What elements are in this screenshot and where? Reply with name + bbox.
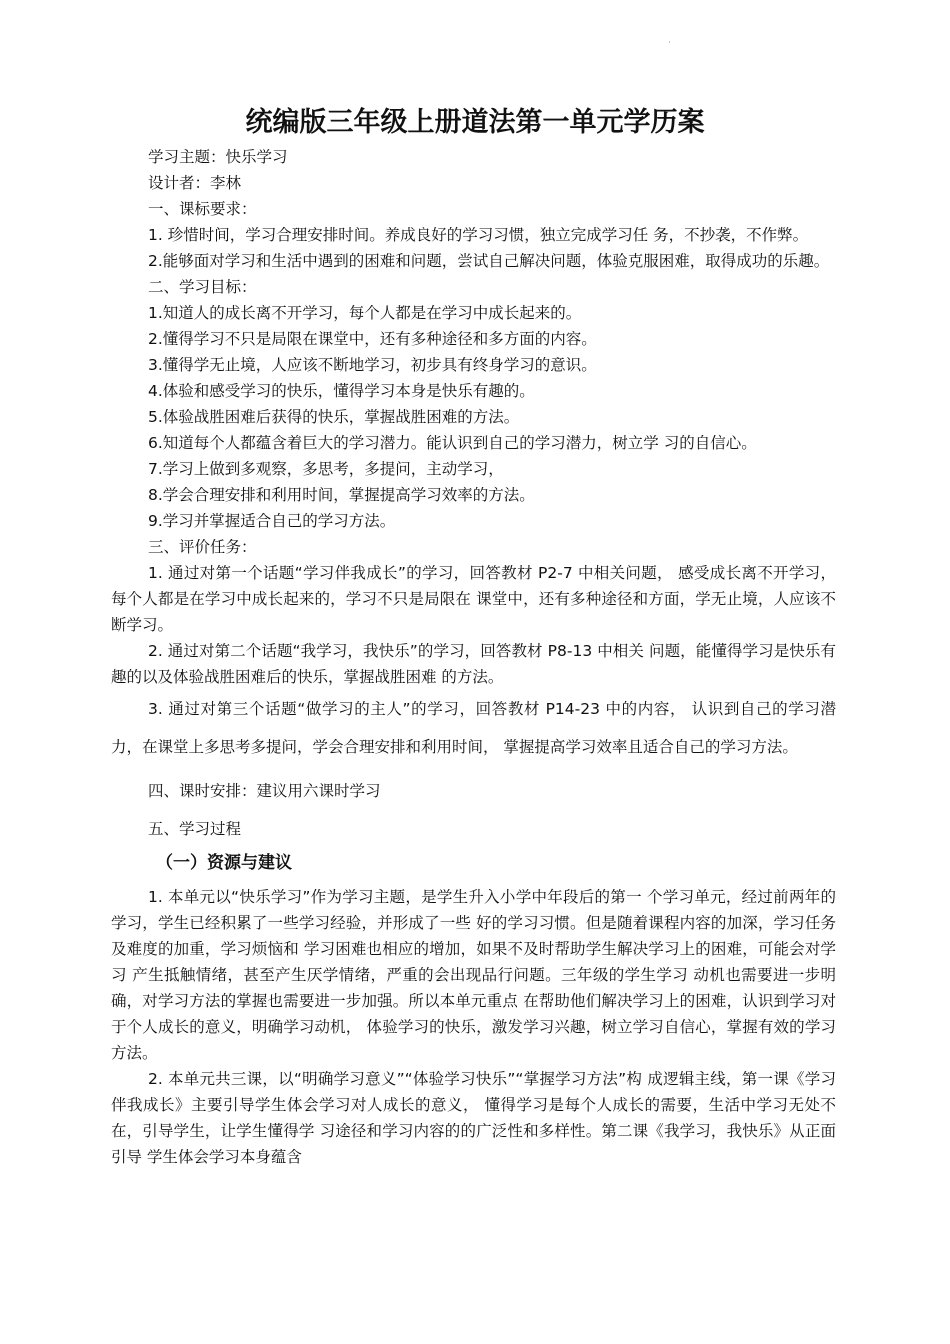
goal-item: 1.知道人的成长离不开学习，每个人都是在学习中成长起来的。 xyxy=(148,304,582,322)
document-body xyxy=(111,144,836,1170)
assessment-paragraph: 3. 通过对第三个话题“做学习的主人”的学习，回答教材 P14-23 中的内容， 认识到自己的学习潜力，在课堂上多思考多提问，学会合理安排和利用时间， 掌握提高学习效率且适合自己的学习方法。 xyxy=(111,700,836,756)
resources-paragraph: 2. 本单元共三课，以“明确学习意义”“体验学习快乐”“掌握学习方法”构 成逻辑主线，第一课《学习伴我成长》主要引导学生体会学习对人成长的意义， 懂得学习是每个人成长的需要，生活中学习无处不在，引导学生，让学生懂得学 习途径和学习内容的的广泛性和多样性。第二课《我学习，我快乐》从正面引导 学生体会学习本身蕴含 xyxy=(111,1070,836,1166)
section-heading-goals: 二、学习目标： xyxy=(148,278,257,296)
subsection-heading-resources: （一）资源与建议 xyxy=(156,853,292,873)
goal-item: 4.体验和感受学习的快乐，懂得学习本身是快乐有趣的。 xyxy=(148,382,535,400)
learning-theme: 学习主题：快乐学习 xyxy=(148,148,288,166)
standards-paragraph: 1. 珍惜时间，学习合理安排时间。养成良好的学习习惯，独立完成学习任 务，不抄袭，不作弊。 xyxy=(148,226,809,244)
resources-paragraph: 1. 本单元以“快乐学习”作为学习主题，是学生升入小学中年段后的第一 个学习单元，经过前两年的学习，学生已经积累了一些学习经验，并形成了一些 好的学习习惯。但是随着课程内容的加深，学习任务及难度的加重，学习烦恼和 学习困难也相应的增加，如果不及时帮助学生解决学习上的困难，可能会对学习 产生抵触情绪，甚至产生厌学情绪，严重的会出现品行问题。三年级的学生学习 动机也需要进一步明确，对学习方法的掌握也需要进一步加强。所以本单元重点 在帮助他们解决学习上的困难，认识到学习对于个人成长的意义，明确学习动机， 体验学习的快乐，激发学习兴趣，树立学习自信心，掌握有效的学习方法。 xyxy=(111,888,836,1062)
section-heading-schedule: 四、课时安排：建议用六课时学习 xyxy=(148,782,381,800)
goal-item: 3.懂得学无止境，人应该不断地学习，初步具有终身学习的意识。 xyxy=(148,356,597,374)
goal-item: 9.学习并掌握适合自己的学习方法。 xyxy=(148,512,396,530)
designer: 设计者：李林 xyxy=(148,174,242,192)
assessment-paragraph: 2. 通过对第二个话题“我学习，我快乐”的学习，回答教材 P8-13 中相关 问题，能懂得学习是快乐有趣的以及体验战胜困难后的快乐，掌握战胜困难 的方法。 xyxy=(111,642,836,686)
document-title: 统编版三年级上册道法第一单元学历案 xyxy=(245,107,705,138)
section-heading-process: 五、学习过程 xyxy=(148,820,242,838)
goal-item: 6.知道每个人都蕴含着巨大的学习潜力。能认识到自己的学习潜力，树立学 习的自信心。 xyxy=(148,434,757,452)
corner-mark: · xyxy=(668,38,671,48)
section-heading-standards: 一、课标要求： xyxy=(148,200,257,218)
assessment-paragraph: 1. 通过对第一个话题“学习伴我成长”的学习，回答教材 P2-7 中相关问题， 感受成长离不开学习，每个人都是在学习中成长起来的，学习不只是局限在 课堂中，还有多种途径和方面，学无止境，人应该不断学习。 xyxy=(111,564,836,634)
goal-item: 7.学习上做到多观察，多思考，多提问，主动学习， xyxy=(148,460,504,478)
goal-item: 2.懂得学习不只是局限在课堂中，还有多种途径和多方面的内容。 xyxy=(148,330,597,348)
section-heading-assessment: 三、评价任务： xyxy=(148,538,257,556)
goal-item: 5.体验战胜困难后获得的快乐，掌握战胜困难的方法。 xyxy=(148,408,520,426)
goal-item: 8.学会合理安排和利用时间，掌握提高学习效率的方法。 xyxy=(148,486,535,504)
standards-paragraph: 2.能够面对学习和生活中遇到的困难和问题，尝试自己解决问题，体验克服困难，取得成功的乐趣。 xyxy=(148,252,830,270)
